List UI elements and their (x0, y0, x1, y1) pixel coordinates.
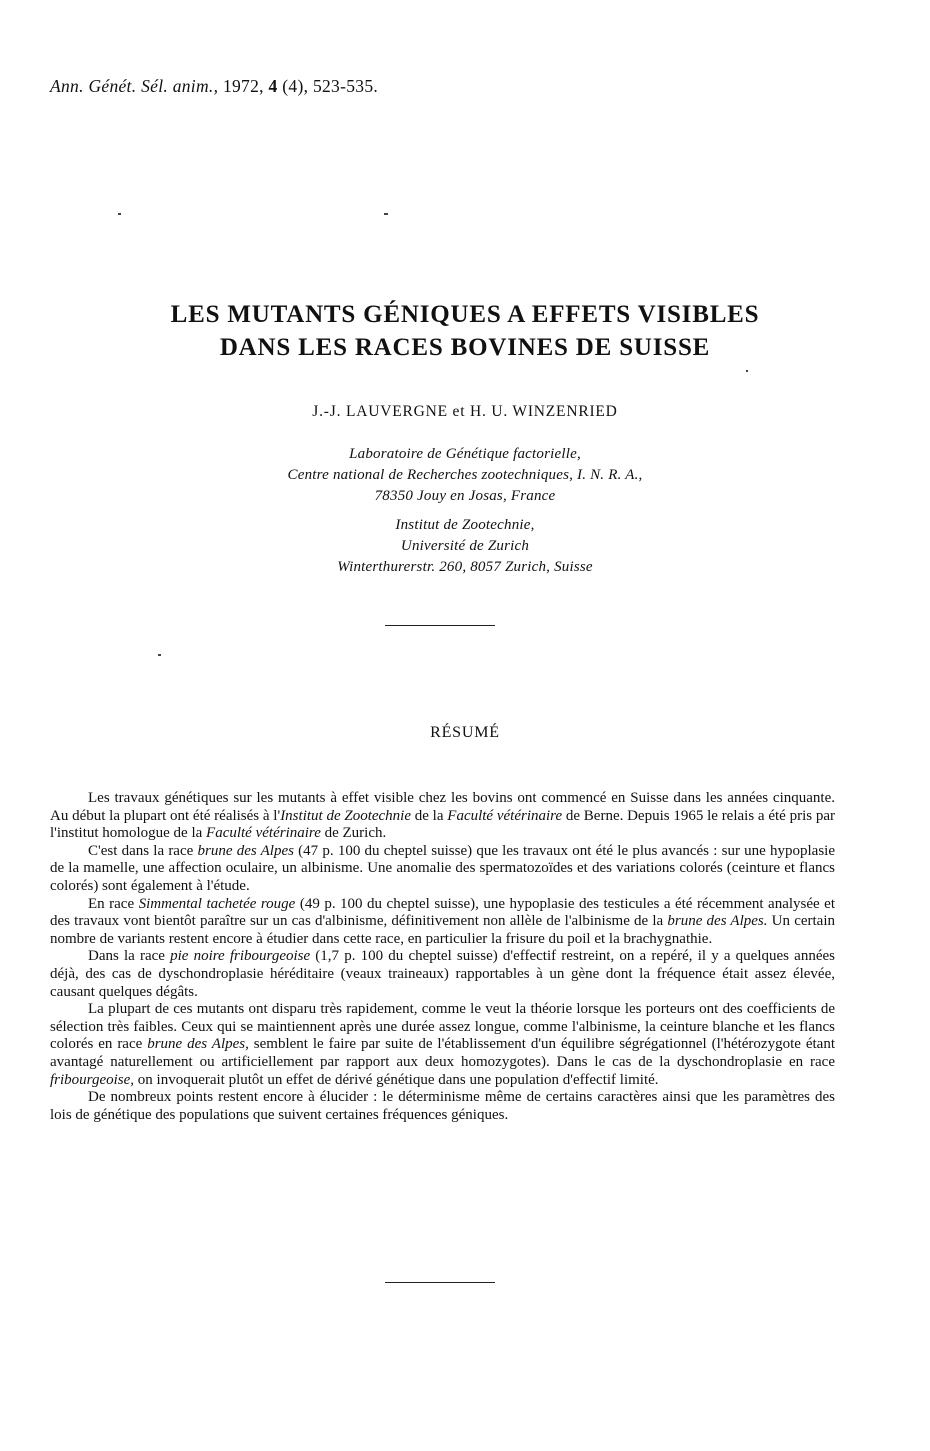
separator-rule (385, 1282, 495, 1283)
affiliation-2 (30, 515, 900, 578)
citation-year: 1972, (222, 76, 264, 96)
affiliation-1 (30, 444, 900, 507)
scan-speck (118, 213, 121, 215)
separator-rule (385, 625, 495, 626)
scan-speck (746, 370, 748, 372)
abstract-paragraph: Les travaux génétiques sur les mutants à effet visible chez les bovins ont commencé en Suisse dans les années cinquante. Au début la plupart ont été réalisés à l'Institut de Zootechnie de la Faculté vétérinaire de Berne. Depuis 1965 le relais a été pris par l'institut homologue de la Faculté vétérinaire de Zurich. (50, 790, 835, 842)
abstract-paragraph: De nombreux points restent encore à élucider : le déterminisme même de certains caractères ainsi que les paramètres des lois de génétique des populations que suivent certaines fréquences géniques. (50, 1089, 835, 1123)
affiliation-line: 78350 Jouy en Josas, France (374, 488, 556, 504)
citation (50, 76, 378, 97)
scan-speck (384, 213, 388, 215)
paper-title (0, 298, 930, 364)
journal-name: Ann. Génét. Sél. anim., (50, 76, 219, 96)
citation-issue: (4), (282, 76, 309, 96)
title-line: DANS LES RACES BOVINES DE SUISSE (219, 334, 711, 361)
affiliation-line: Centre national de Recherches zootechniques, I. N. R. A., (287, 467, 643, 483)
affiliation-line: Laboratoire de Génétique factorielle, (349, 446, 581, 462)
title-line: LES MUTANTS GÉNIQUES A EFFETS VISIBLES (170, 301, 760, 328)
abstract-body (50, 790, 835, 1124)
affiliation-line: Winterthurerstr. 260, 8057 Zurich, Suisse (337, 559, 593, 575)
citation-volume: 4 (268, 76, 278, 96)
affiliation-line: Institut de Zootechnie, (395, 517, 535, 533)
citation-pages: 523-535. (312, 76, 379, 96)
abstract-paragraph: Dans la race pie noire fribourgeoise (1,7 p. 100 du cheptel suisse) d'effectif restreint, on a repéré, il y a quelques années déjà, des cas de dyschondroplasie héréditaire (veaux traineaux) rapportables à un gène dont la fréquence était assez élevée, causant quelques dégâts. (50, 948, 835, 1000)
abstract-heading: RÉSUMÉ (430, 724, 500, 741)
abstract-paragraph: C'est dans la race brune des Alpes (47 p. 100 du cheptel suisse) que les travaux ont été le plus avancés : sur une hypoplasie de la mamelle, une affection oculaire, un albinisme. Une anomalie des spermatozoïdes et des variations colorés (ceinture et flancs colorés) sont également à l'étude. (50, 842, 835, 894)
abstract-paragraph: La plupart de ces mutants ont disparu très rapidement, comme le veut la théorie lorsque les porteurs ont des coefficients de sélection très faibles. Ceux qui se maintiennent après une durée assez longue, comme l'albinisme, la ceinture blanche et les flancs colorés en race brune des Alpes, semblent le faire par suite de l'établissement d'un équilibre ségrégationnel (l'hétérozygote étant avantagé naturellement ou artificiellement par rapport aux deux homozygotes). Dans le cas de la dyschondroplasie en race fribourgeoise, on invoquerait plutôt un effet de dérivé génétique dans une population d'effectif limité. (50, 1001, 835, 1088)
authors: J.-J. LAUVERGNE et H. U. WINZENRIED (312, 403, 618, 420)
abstract-paragraph: En race Simmental tachetée rouge (49 p. 100 du cheptel suisse), une hypoplasie des testicules a été récemment analysée et des travaux vont bientôt paraître sur un cas d'albinisme, définitivement non allèle de l'albinisme de la brune des Alpes. Un certain nombre de variants restent encore à étudier dans cette race, en particulier la frisure du poil et la brachygnathie. (50, 895, 836, 947)
affiliation-line: Université de Zurich (400, 538, 530, 554)
scan-speck (158, 654, 161, 656)
